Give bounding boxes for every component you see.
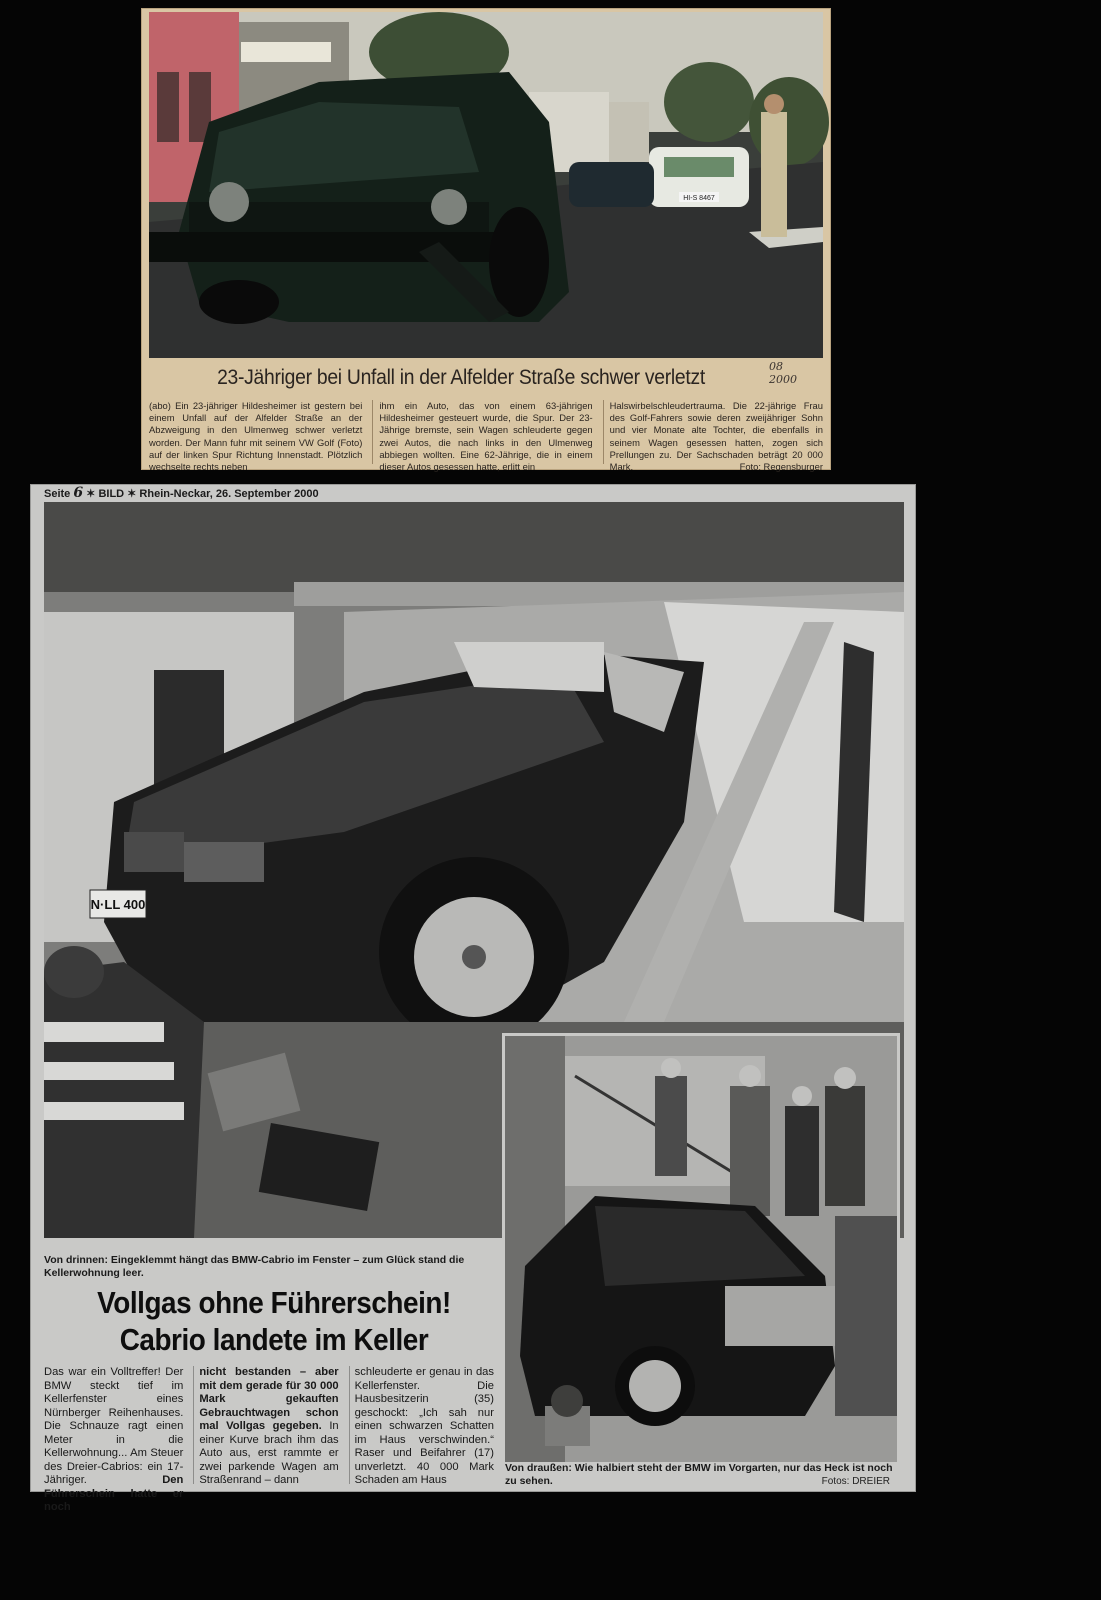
caption-outside-view: Von draußen: Wie halbiert steht der BMW im Vorgarten, nur das Heck ist noch zu sehen. [505,1462,893,1487]
page-number: 6 [73,485,84,501]
handwritten-date-note: 08 2000 [769,360,797,386]
article-column-2: nicht bestanden – aber mit dem gerade für 30 000 Mark gekauften Gebrauchtwagen schon mal Vollgas gegeben. In einer Kurve brach ihm das Auto aus, erst rammte er zwei parkende Wagen am Straßenrand – dann [193,1366,338,1484]
photo-bmw-in-front-yard-from-outside [505,1036,897,1462]
photo-credit-regensburger: Foto: Regensburger [739,461,823,473]
article-column-3: Halswirbelschleudertrauma. Die 22-jährige Frau des Golf-Fahrers sowie deren zweijähriger Sohn und vier Monate alte Tochter, die ebenfalls in seinem Wagen gesessen hatten, zogen sich Prellungen zu. Der Sachschaden beträgt 20 000 Mark. Foto: Regensburger [603,400,823,464]
article-column-3: schleuderte er genau in das Kellerfenster. Die Hausbesitzerin (35) geschockt: „Ich sah nur einen schwarzen Schatten im Haus verschwinden.“ Raser und Beifahrer (17) unverletzt. 40 000 Mark Schaden am Haus [349,1366,494,1484]
bmw-license-plate-text: N·LL 400 [90,897,146,912]
article-column-1: (abo) Ein 23-jähriger Hildesheimer ist gestern bei einem Unfall auf der Alfelder Straße an der Abzweigung in den Ulmenweg schwer verletzt worden. Der Mann fuhr mit seinem VW Golf (Foto) auf der linken Spur Richtung Innenstadt. Plötzlich wechselte rechts neben [149,400,363,473]
article-column-1: Das war ein Volltreffer! Der BMW steckt tief im Kellerfenster eines Nürnberger Reihenhauses. Die Schnauze ragt einen Meter in die Kellerwohnung... Am Steuer des Dreier-Cabrios: ein 17-Jähriger. Den Führerschein hatte er noch [44,1366,184,1513]
article-body-bmw [44,1366,494,1513]
newspaper-clipping-bmw-cabrio [30,484,916,1513]
headline-bmw-cabrio: Vollgas ohne Führerschein! Cabrio landete im Keller [97,1285,451,1357]
headline-golf-accident: 23-Jähriger bei Unfall in der Alfelder Straße schwer verletzt [217,366,705,389]
photo-credit-dreier: Fotos: DREIER [821,1476,890,1487]
newspaper-clipping-golf-accident [141,8,831,473]
photo-crashed-vw-golf [149,12,823,358]
article-column-2: ihm ein Auto, das von einem 63-jährigen Hildesheimer gesteuert wurde, die Spur. Der 23-Jährige bremste, sein Wagen schleuderte gegen zwei Autos, die nach links in den Ulmenweg abbiegen wollten. Eine 62-Jährige, die in einem dieser Autos gesessen hatte, erlitt ein [372,400,592,464]
caption-inside-view: Von drinnen: Eingeklemmt hängt das BMW-Cabrio im Fenster – zum Glück stand die Kellerwohnung leer. [44,1254,465,1279]
page-header: Seite 6 ✶ BILD ✶ Rhein-Neckar, 26. September 2000 [44,485,319,501]
article-body-golf [149,400,823,473]
police-plate-text: HI-S 8467 [683,195,715,202]
